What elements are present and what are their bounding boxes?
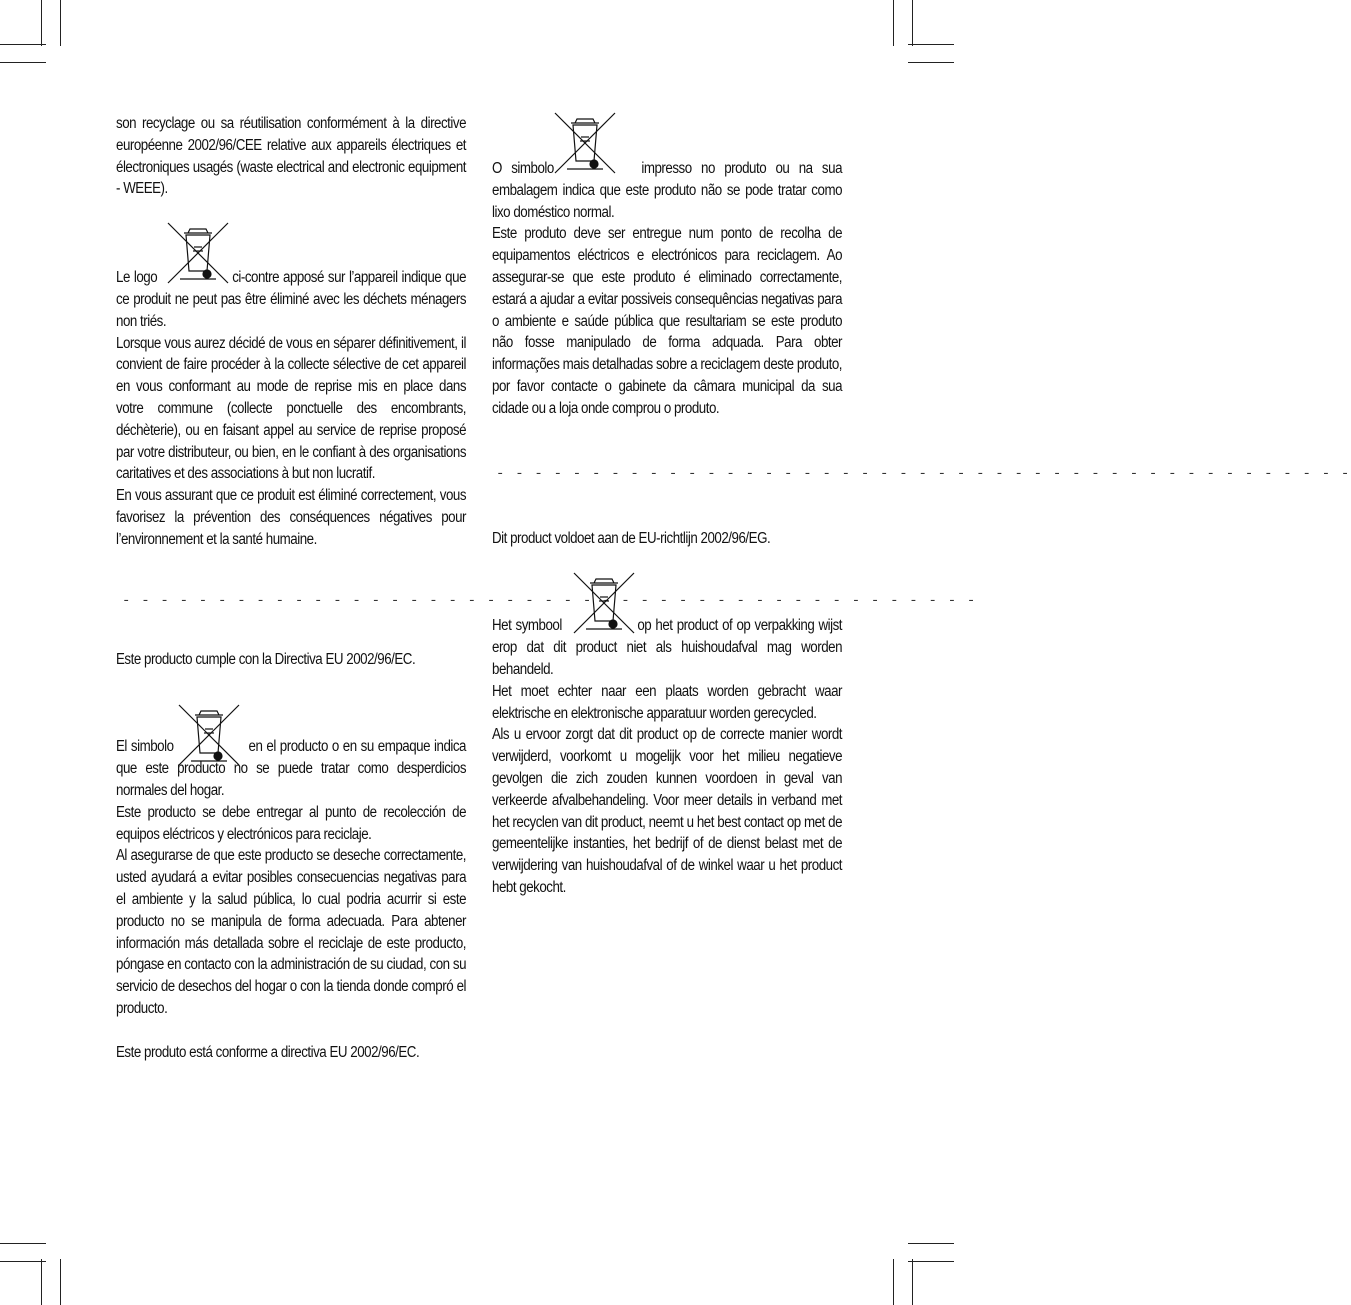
weee-crossed-bin-icon <box>553 111 617 175</box>
weee-crossed-bin-icon <box>572 571 636 635</box>
crop-mark <box>893 0 894 46</box>
fr-paragraph-3: En vous assurant que ce produit est éliminé correctement, vous favorisez la prévention des conséquences négatives pour l’environnement et la santé humaine. <box>116 487 467 548</box>
es-symbol-pre: El simbolo <box>116 738 174 756</box>
crop-mark <box>908 1243 954 1244</box>
right-column <box>492 110 1351 899</box>
nl-symbol-pre: Het symbool <box>492 617 562 635</box>
pt-symbol-pre: O simbolo <box>492 160 554 177</box>
crop-mark <box>60 1259 61 1305</box>
nl-paragraph-2: Het moet echter naar een plaats worden gebracht waar elektrische en elektronische apparatuur worden gerecycled. <box>492 682 843 722</box>
nl-symbol-paragraph <box>492 615 842 680</box>
pt-symbol-paragraph <box>492 158 842 223</box>
nl-symbol-post: op het product of op verpakking wijst erop dat dit product niet als huishoudafval mag worden behandeld. <box>492 617 843 678</box>
crop-mark <box>0 44 46 45</box>
crop-mark <box>0 62 46 63</box>
es-symbol-post: en el producto o en su empaque indica que este producto no se puede tratar como desperdicios normales del hogar. <box>116 738 467 799</box>
crop-mark <box>912 1259 913 1305</box>
crop-mark <box>912 0 913 46</box>
separator: - - - - - - - - - - - - - - - - - - - - - - - - - - - - - - - - - - - - - - - - - - - - - <box>496 465 1351 482</box>
nl-paragraph-3: Als u ervoor zorgt dat dit product op de correcte manier wordt verwijderd, voorkomt u mogelijk voor het milieu negatieve gevolgen die zich zouden kunnen voordoen in geval van verkeerde afvalbehandeling. Voor meer details in verband met het recyclen van dit product, neemt u het best contact op met de gemeentelijke instanties, het bedrijf of de dienst belast met de verwijdering van huishoudafval of de winkel waar u het product hebt gekocht. <box>492 726 843 896</box>
pt-symbol-post: impresso no produto ou na sua embalagem indica que este produto não se pode tratar como lixo doméstico normal. <box>492 160 843 221</box>
crop-mark <box>908 62 954 63</box>
crop-mark <box>893 1259 894 1305</box>
crop-mark <box>41 1259 42 1305</box>
crop-mark <box>60 0 61 46</box>
fr-intro: son recyclage ou sa réutilisation conformément à la directive européenne 2002/96/CEE relative aux appareils électriques et électroniques usagés (waste electrical and electronic equipment - WEEE). <box>116 115 467 198</box>
pt-intro: Este produto está conforme a directiva EU 2002/96/EC. <box>116 1043 420 1061</box>
es-paragraph-3: Al asegurarse de que este producto se deseche correctamente, usted ayudará a evitar posibles consecuencias negativas para el ambiente y la salud pública, lo cual podria acurrir si este producto no se manipula de forma adecuada. Para abtener información más detallada sobre el reciclaje de este producto, póngase en contacto con la administración de su ciudad, con su servicio de desechos del hogar o con la tienda donde compró el producto. <box>116 847 467 1017</box>
weee-crossed-bin-icon <box>166 221 230 285</box>
pt-paragraph-2: Este produto deve ser entregue num ponto de recolha de equipamentos eléctricos e electrónicos para reciclagem. Ao assegurar-se que este produto é eliminado correctamente, estará a ajudar a evitar possiveis consequências negativas para o ambiente e saúde pública que resultariam se este produto não fosse manipulado de forma adquada. Para obter informações mais detalhadas sobre a reciclagem deste produto, por favor contacte o gabinete da câmara municipal da sua cidade ou a loja onde comprou o produto. <box>492 225 843 417</box>
fr-logo-pre: Le logo <box>116 269 158 287</box>
fr-paragraph-2: Lorsque vous aurez décidé de vous en séparer définitivement, il convient de faire procéder à la collecte sélective de cet appareil en vous conformant au mode de reprise mis en place dans votre commune (collecte ponctuelle des encombrants, déchèterie), ou en faisant appel au service de reprise proposé par votre distributeur, ou bien, en le confiant à des organisations caritatives et des associations à but non lucratif. <box>116 334 467 483</box>
crop-mark <box>908 44 954 45</box>
crop-mark <box>908 1261 954 1262</box>
es-paragraph-2: Este producto se debe entregar al punto de recolección de equipos eléctricos y electrónicos para reciclaje. <box>116 803 467 843</box>
es-intro: Este producto cumple con la Directiva EU 2002/96/EC. <box>116 650 416 668</box>
separator: - - - - - - - - - - - - - - - - - - - - - - - - - - - - - - - - - - - - - - - - - - - - - <box>122 592 977 609</box>
crop-mark <box>0 1261 46 1262</box>
es-symbol-paragraph <box>116 736 466 801</box>
crop-mark <box>0 1243 46 1244</box>
nl-intro: Dit product voldoet aan de EU-richtlijn 2002/96/EG. <box>492 529 771 547</box>
weee-crossed-bin-icon <box>177 703 241 767</box>
fr-logo-post: ci-contre apposé sur l’appareil indique que ce produit ne peut pas être éliminé avec les déchets ménagers non triés. <box>116 269 467 330</box>
crop-mark <box>41 0 42 46</box>
